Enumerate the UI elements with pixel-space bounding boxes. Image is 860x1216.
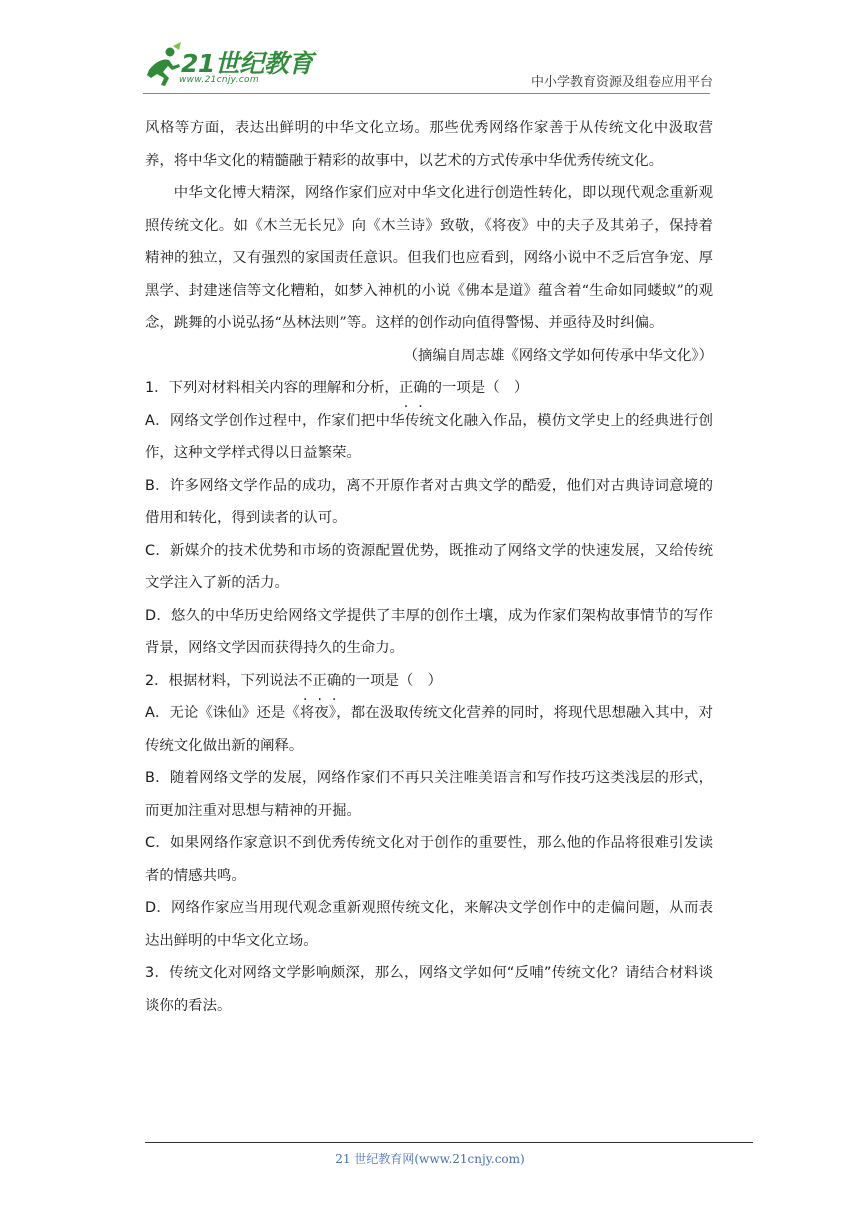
- platform-name: 中小学教育资源及组卷应用平台: [530, 75, 713, 90]
- logo-url: www.21cnjy.com: [179, 75, 259, 85]
- header-divider: [143, 93, 710, 94]
- emphasis-char: 确: [413, 380, 428, 396]
- question-text: 1．下列对材料相关内容的理解和分析，: [145, 380, 399, 396]
- emphasis-char: 不: [298, 672, 313, 689]
- document-body: [145, 112, 713, 1022]
- question-1-stem: [145, 372, 713, 405]
- logo-text: 21世纪教育: [181, 49, 313, 78]
- runner-logo-icon: [143, 40, 183, 90]
- page-header: [0, 0, 860, 100]
- option-c: C．新媒介的技术优势和市场的资源配置优势，既推动了网络文学的快速发展，又给传统文学注入了新的活力。: [145, 542, 713, 591]
- option-c: C．如果网络作家意识不到优秀传统文化对于创作的重要性，那么他的作品将很难引发读者的情感共鸣。: [145, 835, 713, 884]
- passage-paragraph: 风格等方面，表达出鲜明的中华文化立场。那些优秀网络作家善于从传统文化中汲取营养，将中华文化的精髓融于精彩的故事中，以艺术的方式传承中华优秀传统文化。: [145, 120, 713, 169]
- footer-divider: [145, 1142, 753, 1143]
- question-text: 2．根据材料，下列说法: [145, 672, 299, 689]
- option-a: A．无论《诛仙》还是《将夜》，都在汲取传统文化营养的同时，将现代思想融入其中，对传统文化做出新的阐释。: [145, 705, 713, 754]
- emphasis-char: 确: [326, 672, 342, 689]
- passage-paragraph: 中华文化博大精深，网络作家们应对中华文化进行创造性转化，即以现代观念重新观照传统文化。如《木兰无长兄》向《木兰诗》致敬，《将夜》中的夫子及其弟子，保持着精神的独立，又有强烈的家国责任意识。但我们也应看到，网络小说中不乏后宫争宠、厚黑学、封建迷信等文化糟粕，如梦入神机的小说《佛本是道》蕴含着“生命如同蝼蚁”的观念，跳舞的小说弘扬“丛林法则”等。这样的创作动向值得警惕、并亟待及时纠偏。: [145, 185, 713, 331]
- question-text: 的一项是（ ）: [427, 380, 529, 396]
- passage-source: （摘编自周志雄《网络文学如何传承中华文化》）: [403, 347, 713, 364]
- option-b: B．随着网络文学的发展，网络作家们不再只关注唯美语言和写作技巧这类浅层的形式，而更加注重对思想与精神的开掘。: [145, 770, 713, 819]
- option-d: D．网络作家应当用现代观念重新观照传统文化，来解决文学创作中的走偏问题，从而表达出鲜明的中华文化立场。: [145, 900, 713, 949]
- option-b: B．许多网络文学作品的成功，离不开原作者对古典文学的酷爱，他们对古典诗词意境的借用和转化，得到读者的认可。: [145, 477, 713, 526]
- logo: [143, 40, 313, 96]
- emphasis-char: 正: [312, 672, 327, 689]
- question-text: 的一项是（ ）: [341, 672, 443, 689]
- option-d: D．悠久的中华历史给网络文学提供了丰厚的创作土壤，成为作家们架构故事情节的写作背景，网络文学因而获得持久的生命力。: [145, 607, 713, 656]
- emphasis-char: 正: [398, 380, 414, 396]
- question-3: 3．传统文化对网络文学影响颇深，那么，网络文学如何“反哺”传统文化？请结合材料谈谈你的看法。: [145, 965, 713, 1014]
- option-a: A．网络文学创作过程中，作家们把中华传统文化融入作品，模仿文学史上的经典进行创作，这种文学样式得以日益繁荣。: [145, 412, 713, 461]
- footer-link[interactable]: 21 世纪教育网(www.21cnjy.com): [335, 1152, 525, 1166]
- question-2-stem: [145, 665, 713, 698]
